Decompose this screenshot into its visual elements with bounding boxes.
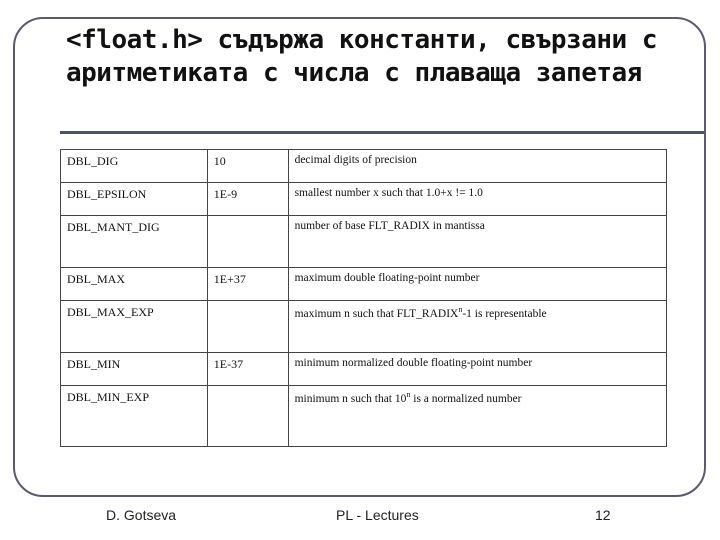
table-row: [61, 150, 667, 183]
description-text: -1 is representable: [462, 307, 547, 320]
superscript: n: [458, 305, 463, 314]
constant-value: 1E-37: [207, 353, 288, 386]
description-text: minimum n such that 10: [294, 392, 407, 405]
table-row: [61, 183, 667, 216]
constant-description: minimum normalized double floating-point number: [288, 353, 666, 386]
title-divider: [60, 131, 704, 134]
constant-value: 10: [207, 150, 288, 183]
constant-name: DBL_MAX: [61, 268, 208, 301]
constant-description: number of base FLT_RADIX in mantissa: [288, 216, 666, 268]
table-row: [61, 386, 667, 447]
constants-table: [60, 149, 667, 447]
constant-description: [288, 386, 666, 447]
table-row: [61, 268, 667, 301]
description-text: maximum n such that FLT_RADIX: [294, 307, 459, 320]
slide-title: <float.h> съдържа константи, свързани с аритметиката с числа с плаваща запетая: [66, 25, 657, 88]
page-number: 12: [595, 507, 611, 523]
constant-name: DBL_DIG: [61, 150, 208, 183]
table-row: [61, 353, 667, 386]
constant-value: 1E+37: [207, 268, 288, 301]
constant-value: 1E-9: [207, 183, 288, 216]
constant-value: [207, 216, 288, 268]
superscript: n: [406, 390, 411, 399]
footer-author: D. Gotseva: [106, 507, 177, 523]
constant-value: [207, 301, 288, 353]
constant-description: maximum double floating-point number: [288, 268, 666, 301]
footer-course: PL - Lectures: [336, 507, 419, 523]
constant-name: DBL_MAX_EXP: [61, 301, 208, 353]
constant-value: [207, 386, 288, 447]
constant-description: smallest number x such that 1.0+x != 1.0: [288, 183, 666, 216]
description-text: is a normalized number: [410, 392, 522, 405]
constant-description: decimal digits of precision: [288, 150, 666, 183]
constant-name: DBL_MANT_DIG: [61, 216, 208, 268]
table-row: [61, 216, 667, 268]
table-row: [61, 301, 667, 353]
constant-description: [288, 301, 666, 353]
constant-name: DBL_EPSILON: [61, 183, 208, 216]
constant-name: DBL_MIN: [61, 353, 208, 386]
constant-name: DBL_MIN_EXP: [61, 386, 208, 447]
